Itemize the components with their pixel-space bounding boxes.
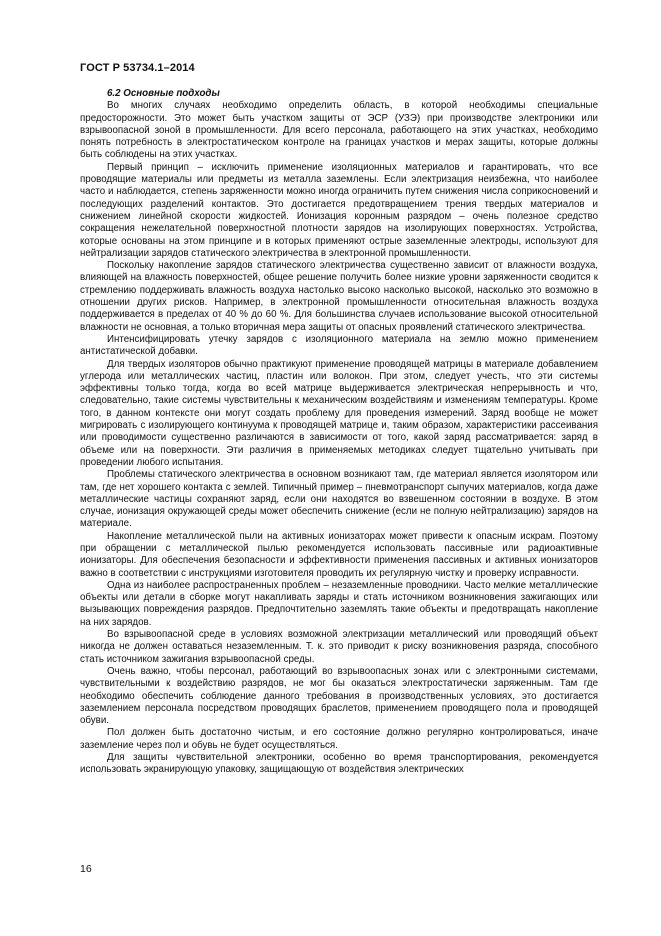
paragraph: Поскольку накопление зарядов статического электричества существенно зависит от влажности воздуха, влияющей на влажность поверхностей, общее решение получить более низкие уровни заряженности сводится к стремлению поддерживать влажность воздуха настолько высоко насколько высокой, насколько это возможно в отношении других рисков. Например, в электронной промышленности относительная влажность воздуха поддерживается в пределах от 40 % до 60 %. Для большинства случаев использование высокой относительной влажности не основная, а только вторичная мера защиты от опасных проявлений статического электричества. [80, 260, 598, 333]
page-number: 16 [80, 863, 92, 875]
section-title: 6.2 Основные подходы [107, 88, 220, 99]
paragraph: Одна из наиболее распространенных проблем – незаземленные проводники. Часто мелкие металлические объекты или детали в сборке могут накапливать заряды и стать источником возникновения зажигающих или вызывающих повреждения разрядов. Предпочтительно заземлять такие объекты и предотвращать накопление на них зарядов. [80, 579, 598, 628]
paragraph: Для твердых изоляторов обычно практикуют применение проводящей матрицы в материале добавлением углерода или металлических частиц, пластин или волокон. При этом, следует учесть, что эти системы эффективны только тогда, когда во всей матрице выдерживается электрическая непрерывность и что, следовательно, такие системы чувствительны к механическим воздействиям и изменениям температуры. Кроме того, в данном контексте они могут создать проблему для проведения измерений. Заряд вообще не может мигрировать с изолирующего континуума к проводящей матрице и, таким образом, характеристики рассеивания или проводимости существенно различаются в зависимости от того, какой заряд рассматривается: заряд в объеме или на поверхности. Эти различия в применяемых методиках следует тщательно учитывать при проведении любого испытания. [80, 358, 598, 468]
paragraph: Во взрывоопасной среде в условиях возможной электризации металлический или проводящий объект никогда не должен оставаться незаземленным. Т. к. это приводит к риску возникновения разряда, способного стать источником зажигания взрывоопасной среды. [80, 629, 598, 665]
paragraph: Проблемы статического электричества в основном возникают там, где материал является изолятором или там, где нет хорошего контакта с землей. Типичный пример – пневмотранспорт сыпучих материалов, когда даже металлические частицы сохраняют заряд, если они находятся во взвешенном состоянии в воздухе. В этом случае, ионизация окружающей среды может обеспечить снижение (если не полную нейтрализацию) зарядов на материале. [80, 469, 598, 530]
paragraph: Во многих случаях необходимо определить область, в которой необходимы специальные предосторожности. Это может быть участком защиты от ЭСР (УЗЭ) при производстве электроники или взрывоопасной зоной в промышленности. Для всего персонала, работающего на этих участках, необходимо понять потребность в электростатическом контроле на границах участков и мерах защиты, которые должны быть соблюдены на этих участках. [80, 100, 598, 161]
paragraph: Пол должен быть достаточно чистым, и его состояние должно регулярно контролироваться, иначе заземление через пол и обувь не будет осуществляться. [80, 727, 598, 751]
section-body [80, 88, 598, 777]
paragraph: Очень важно, чтобы персонал, работающий во взрывоопасных зонах или с электронными системами, чувствительными к воздействию разрядов, не мог бы оказаться электростатически заряженным. Там где необходимо обеспечить соблюдение данного требования в производственных условиях, это достигается заземлением персонала посредством проводящих браслетов, применением проводящего пола и проводящей обуви. [80, 665, 598, 727]
paragraph: Накопление металлической пыли на активных ионизаторах может привести к опасным искрам. Поэтому при обращении с металлической пылью рекомендуется использовать пассивные или радиоактивные ионизаторы. Для обеспечения безопасности и эффективности применения пассивных и активных ионизаторов важно в соответствии с инструкциями изготовителя проводить их регулярную чистку и проверку исправности. [80, 530, 598, 579]
document-header: ГОСТ Р 53734.1–2014 [80, 62, 195, 74]
paragraph: Для защиты чувствительной электроники, особенно во время транспортирования, рекомендуется использовать экранирующую упаковку, защищающую от воздействия электрических [80, 752, 598, 776]
paragraph: Интенсифицировать утечку зарядов с изоляционного материала на землю можно применением антистатической добавки. [80, 333, 598, 358]
paragraph: Первый принцип – исключить применение изоляционных материалов и гарантировать, что все проводящие материалы или предметы из металла заземлены. Если электризация неизбежна, что наиболее часто и наблюдается, степень заряженности можно иногда ограничить путем снижения числа соприкосновений и последующих разделений контактов. Это достигается предотвращением трения твердых материалов и снижением линейной скорости жидкостей. Ионизация коронным разрядом – очень полезное средство сокращения нежелательной поверхностной плотности зарядов на изолирующих поверхностях. Устройства, которые основаны на этом принципе и в которых применяют острые заземленные электроды, используют для нейтрализации зарядов статического электричества в электронной промышленности. [80, 161, 598, 259]
